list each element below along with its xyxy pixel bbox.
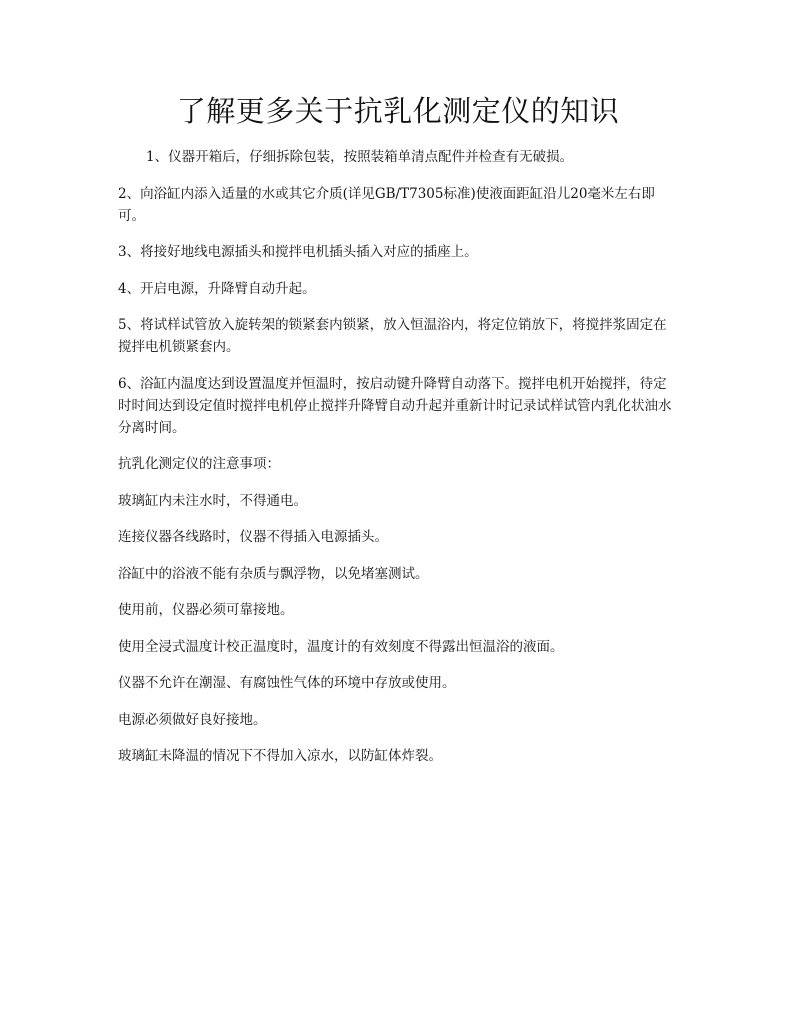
- precaution-item: 电源必须做好良好接地。: [118, 711, 267, 728]
- step-paragraph-1: 1、仪器开箱后，仔细拆除包装，按照装箱单清点配件并检查有无破损。: [146, 149, 574, 165]
- precaution-item: 使用前，仪器必须可靠接地。: [118, 602, 294, 618]
- step-paragraph-2: 2、向浴缸内添入适量的水或其它介质(详见GB/T7305标准)使液面距缸沿儿20毫米左右即可。: [118, 185, 655, 224]
- document-body: [118, 146, 678, 782]
- precaution-item: 浴缸中的浴液不能有杂质与飘浮物，以免堵塞测试。: [118, 565, 429, 582]
- step-paragraph-4: 4、开启电源，升降臂自动升起。: [118, 280, 316, 297]
- precaution-item: 玻璃缸未降温的情况下不得加入凉水，以防缸体炸裂。: [118, 748, 442, 764]
- step-paragraph-6: 6、浴缸内温度达到设置温度并恒温时，按启动键升降臂自动落下。搅拌电机开始搅拌，待定时时间达到设定值时搅拌电机停止搅拌升降臂自动升起并重新计时记录试样试管内乳化状油水分离时间。: [118, 375, 672, 436]
- precautions-heading: 抗乳化测定仪的注意事项：: [118, 456, 280, 472]
- step-paragraph-3: 3、将接好地线电源插头和搅拌电机插头插入对应的插座上。: [118, 244, 478, 260]
- step-paragraph-5: 5、将试样试管放入旋转架的锁紧套内锁紧，放入恒温浴内，将定位销放下，将搅拌浆固定在搅拌电机锁紧套内。: [118, 317, 667, 355]
- precaution-item: 使用全浸式温度计校正温度时，温度计的有效刻度不得露出恒温浴的液面。: [118, 638, 564, 655]
- document-title: 了解更多关于抗乳化测定仪的知识: [176, 94, 620, 128]
- precaution-item: 仪器不允许在潮湿、有腐蚀性气体的环境中存放或使用。: [118, 675, 456, 691]
- precaution-item: 连接仪器各线路时，仪器不得插入电源插头。: [118, 529, 388, 545]
- precaution-item: 玻璃缸内未注水时，不得通电。: [118, 492, 307, 509]
